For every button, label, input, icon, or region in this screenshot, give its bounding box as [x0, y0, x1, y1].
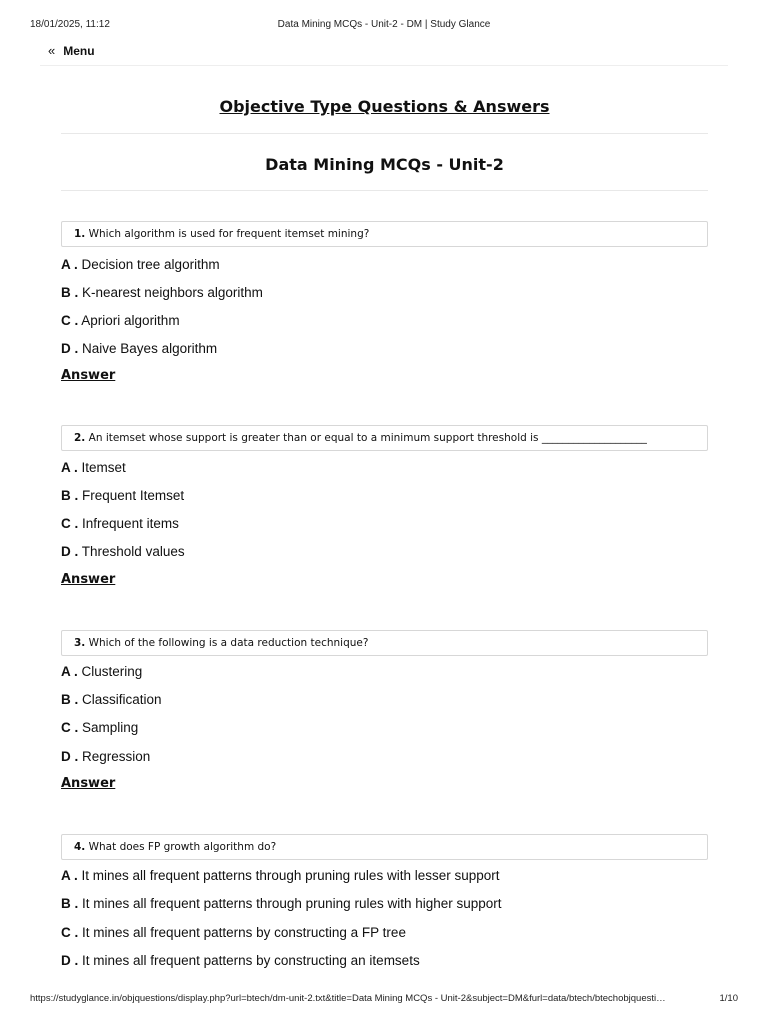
answer-toggle[interactable]: Answer	[61, 368, 116, 383]
option-a	[61, 460, 126, 475]
double-chevron-left-icon: «	[48, 43, 56, 58]
question-box	[61, 834, 708, 860]
option-text: K-nearest neighbors algorithm	[82, 285, 263, 300]
option-d	[61, 341, 217, 356]
option-text: It mines all frequent patterns through pruning rules with lesser support	[81, 868, 500, 883]
menu-label: Menu	[63, 43, 95, 58]
option-letter: B .	[61, 285, 79, 300]
option-text: Decision tree algorithm	[81, 257, 220, 272]
header-divider	[40, 65, 728, 66]
option-d	[61, 544, 185, 559]
print-header	[30, 19, 738, 33]
question-number: 2.	[74, 432, 86, 444]
option-letter: A .	[61, 460, 78, 475]
option-text: It mines all frequent patterns by constructing a FP tree	[82, 925, 406, 940]
print-footer	[30, 993, 738, 1007]
option-a	[61, 868, 500, 883]
option-letter: A .	[61, 868, 78, 883]
question-box	[61, 221, 708, 247]
print-url: https://studyglance.in/objquestions/display.php?url=btech/dm-unit-2.txt&title=Data Mining MCQs - Unit-2&subject=DM&furl=data/btech/btechobjquesti…	[30, 993, 666, 1004]
option-text: Sampling	[82, 720, 139, 735]
question-text: What does FP growth algorithm do?	[88, 841, 277, 853]
option-letter: B .	[61, 692, 79, 707]
option-b	[61, 692, 162, 707]
option-text: Infrequent items	[82, 516, 179, 531]
question-box	[61, 630, 708, 656]
option-text: Threshold values	[81, 544, 185, 559]
option-text: It mines all frequent patterns through pruning rules with higher support	[82, 896, 502, 911]
answer-toggle[interactable]: Answer	[61, 572, 116, 587]
option-a	[61, 664, 142, 679]
question-number: 3.	[74, 637, 86, 649]
option-text: Frequent Itemset	[82, 488, 185, 503]
option-letter: A .	[61, 664, 78, 679]
option-letter: C .	[61, 925, 79, 940]
option-d	[61, 749, 150, 764]
option-text: Naive Bayes algorithm	[82, 341, 218, 356]
subheading-divider	[61, 190, 708, 191]
page-number: 1/10	[719, 993, 738, 1004]
option-letter: D .	[61, 953, 79, 968]
option-letter: B .	[61, 488, 79, 503]
print-page-title: Data Mining MCQs - Unit-2 - DM | Study Glance	[277, 19, 491, 30]
option-letter: C .	[61, 313, 79, 328]
question-box	[61, 425, 708, 451]
page-heading: Objective Type Questions & Answers	[219, 97, 550, 116]
answer-toggle[interactable]: Answer	[61, 776, 116, 791]
option-letter: D .	[61, 749, 79, 764]
option-text: Regression	[82, 749, 151, 764]
question-number: 1.	[74, 228, 86, 240]
option-b	[61, 285, 263, 300]
option-c	[61, 313, 180, 328]
option-letter: C .	[61, 720, 79, 735]
option-text: Itemset	[81, 460, 126, 475]
option-letter: D .	[61, 544, 79, 559]
option-b	[61, 896, 502, 911]
page-subheading: Data Mining MCQs - Unit-2	[265, 155, 504, 174]
option-letter: D .	[61, 341, 79, 356]
option-c	[61, 516, 179, 531]
option-text: Classification	[82, 692, 162, 707]
option-text: Clustering	[81, 664, 143, 679]
menu-button[interactable]	[48, 43, 95, 58]
option-c	[61, 720, 138, 735]
option-a	[61, 257, 220, 272]
heading-divider	[61, 133, 708, 134]
option-text: Apriori algorithm	[81, 313, 180, 328]
option-letter: B .	[61, 896, 79, 911]
option-b	[61, 488, 184, 503]
option-text: It mines all frequent patterns by constructing an itemsets	[82, 953, 420, 968]
question-number: 4.	[74, 841, 86, 853]
option-d	[61, 953, 420, 968]
question-text: An itemset whose support is greater than or equal to a minimum support threshold is ____________________	[88, 432, 647, 444]
question-text: Which algorithm is used for frequent itemset mining?	[88, 228, 370, 240]
print-datetime: 18/01/2025, 11:12	[30, 19, 110, 30]
option-c	[61, 925, 406, 940]
option-letter: C .	[61, 516, 79, 531]
option-letter: A .	[61, 257, 78, 272]
question-text: Which of the following is a data reduction technique?	[88, 637, 369, 649]
